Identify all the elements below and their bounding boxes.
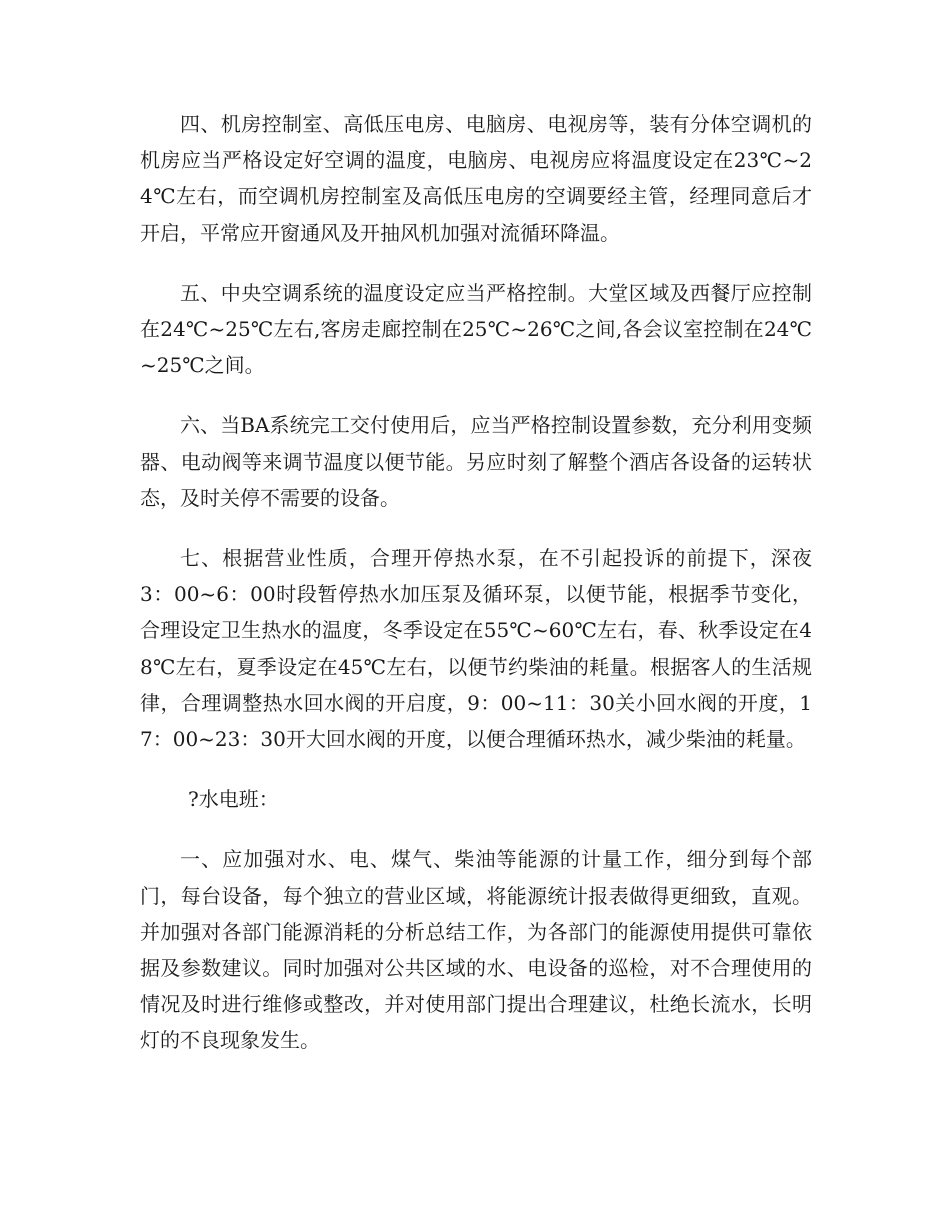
document-body [140, 106, 812, 1083]
paragraph-central-ac: 五、中央空调系统的温度设定应当严格控制。大堂区域及西餐厅应控制在24℃~25℃左右,客房走廊控制在25℃~26℃之间,各会议室控制在24℃~25℃之间。 [140, 280, 812, 378]
section-heading-water-electric: ?水电班： [188, 787, 279, 812]
paragraph-machine-room-ac: 四、机房控制室、高低压电房、电脑房、电视房等，装有分体空调机的机房应当严格设定好空调的温度，电脑房、电视房应将温度设定在23℃~24℃左右，而空调机房控制室及高低压电房的空调要经主管，经理同意后才开启，平常应开窗通风及开抽风机加强对流循环降温。 [140, 112, 812, 245]
paragraph-ba-system: 六、当BA系统完工交付使用后，应当严格控制设置参数，充分利用变频器、电动阀等来调节温度以便节能。另应时刻了解整个酒店各设备的运转状态，及时关停不需要的设备。 [140, 413, 812, 510]
paragraph-energy-metering: 一、应加强对水、电、煤气、柴油等能源的计量工作，细分到每个部门，每台设备，每个独立的营业区域，将能源统计报表做得更细致，直观。并加强对各部门能源消耗的分析总结工作，为各部门的能源使用提供可靠依据及参数建议。同时加强对公共区域的水、电设备的巡检，对不合理使用的情况及时进行维修或整改，并对使用部门提出合理建议，杜绝长流水，长明灯的不良现象发生。 [140, 847, 812, 1053]
paragraph-hot-water: 七、根据营业性质，合理开停热水泵，在不引起投诉的前提下，深夜3：00~6：00时段暂停热水加压泵及循环泵，以便节能，根据季节变化，合理设定卫生热水的温度，冬季设定在55℃~60℃左右，春、秋季设定在48℃左右，夏季设定在45℃左右，以便节约柴油的耗量。根据客人的生活规律，合理调整热水回水阀的开启度，9：00~11：30关小回水阀的开度，17：00~23：30开大回水阀的开度，以便合理循环热水，减少柴油的耗量。 [140, 546, 812, 752]
